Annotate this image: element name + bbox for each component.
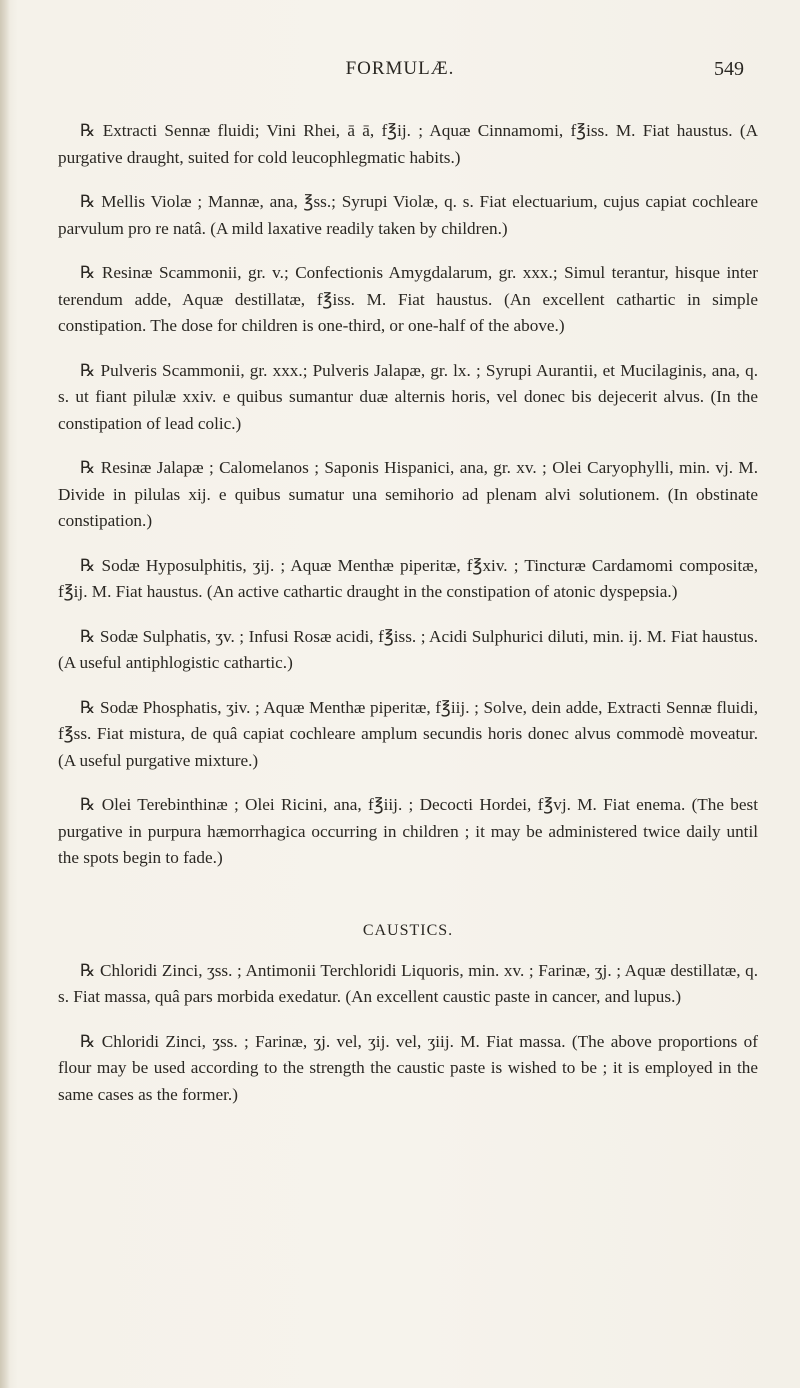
page-header [0, 58, 800, 88]
formula-paragraph: ℞ Resinæ Scammonii, gr. v.; Confectionis Amygdalarum, gr. xxx.; Simul terantur, hisque inter terendum adde, Aquæ destillatæ, f℥iss. M. Fiat haustus. (An excellent cathartic in simple constipation. The dose for children is one-third, or one-half of the above.) [58, 263, 758, 335]
formula-paragraph: ℞ Resinæ Jalapæ ; Calomelanos ; Saponis Hispanici, ana, gr. xv. ; Olei Caryophylli, min. vj. M. Divide in pilulas xij. e quibus sumatur una semihorio ad plenam alvi solutionem. (In obstinate constipation.) [58, 458, 758, 530]
running-head: FORMULÆ. [345, 58, 455, 79]
page-binding-shadow [0, 0, 10, 1388]
caustic-formula-paragraph: ℞ Chloridi Zinci, ʒss. ; Antimonii Terchloridi Liquoris, min. xv. ; Farinæ, ʒj. ; Aquæ destillatæ, q. s. Fiat massa, quâ pars morbida exedatur. (An excellent caustic paste in cancer, and lupus.) [58, 960, 758, 1006]
formula-paragraph: ℞ Mellis Violæ ; Mannæ, ana, ℥ss.; Syrupi Violæ, q. s. Fiat electuarium, cujus capiat cochleare parvulum pro re natâ. (A mild laxative readily taken by children.) [58, 192, 758, 238]
formula-paragraph: ℞ Sodæ Hyposulphitis, ʒij. ; Aquæ Menthæ piperitæ, f℥xiv. ; Tincturæ Cardamomi compositæ, f℥ij. M. Fiat haustus. (An active cathartic draught in the constipation of atonic dyspepsia.) [58, 555, 758, 601]
formula-paragraph: ℞ Sodæ Sulphatis, ʒv. ; Infusi Rosæ acidi, f℥iss. ; Acidi Sulphurici diluti, min. ij. M. Fiat haustus. (A useful antiphlogistic cathartic.) [58, 626, 758, 672]
formula-paragraph: ℞ Sodæ Phosphatis, ʒiv. ; Aquæ Menthæ piperitæ, f℥iij. ; Solve, dein adde, Extracti Sennæ fluidi, f℥ss. Fiat mistura, de quâ capiat cochleare amplum secundis horis donec alvus commodè moveatur. (A useful purgative mixture.) [58, 697, 758, 770]
page-number: 549 [714, 58, 744, 80]
page-body [58, 118, 758, 1126]
caustic-formula-paragraph: ℞ Chloridi Zinci, ʒss. ; Farinæ, ʒj. vel, ʒij. vel, ʒiij. M. Fiat massa. (The above proportions of flour may be used according to the strength the caustic paste is wished to be ; it is employed in the same cases as the former.) [58, 1031, 758, 1104]
formula-paragraph: ℞ Pulveris Scammonii, gr. xxx.; Pulveris Jalapæ, gr. lx. ; Syrupi Aurantii, et Mucilaginis, ana, q. s. ut fiant pilulæ xxiv. e quibus sumantur duæ alternis horis, vel donec bis dejecerit alvus. (In the constipation of lead colic.) [58, 360, 758, 433]
formula-paragraph: ℞ Extracti Sennæ fluidi; Vini Rhei, ā ā, f℥ij. ; Aquæ Cinnamomi, f℥iss. M. Fiat haustus. (A purgative draught, suited for cold leucophlegmatic habits.) [58, 121, 758, 167]
formula-paragraph: ℞ Olei Terebinthinæ ; Olei Ricini, ana, f℥iij. ; Decocti Hordei, f℥vj. M. Fiat enema. (The best purgative in purpura hæmorrhagica occurring in children ; it may be administered twice daily until the spots begin to fade.) [58, 795, 758, 867]
section-title-caustics: CAUSTICS. [362, 921, 454, 939]
